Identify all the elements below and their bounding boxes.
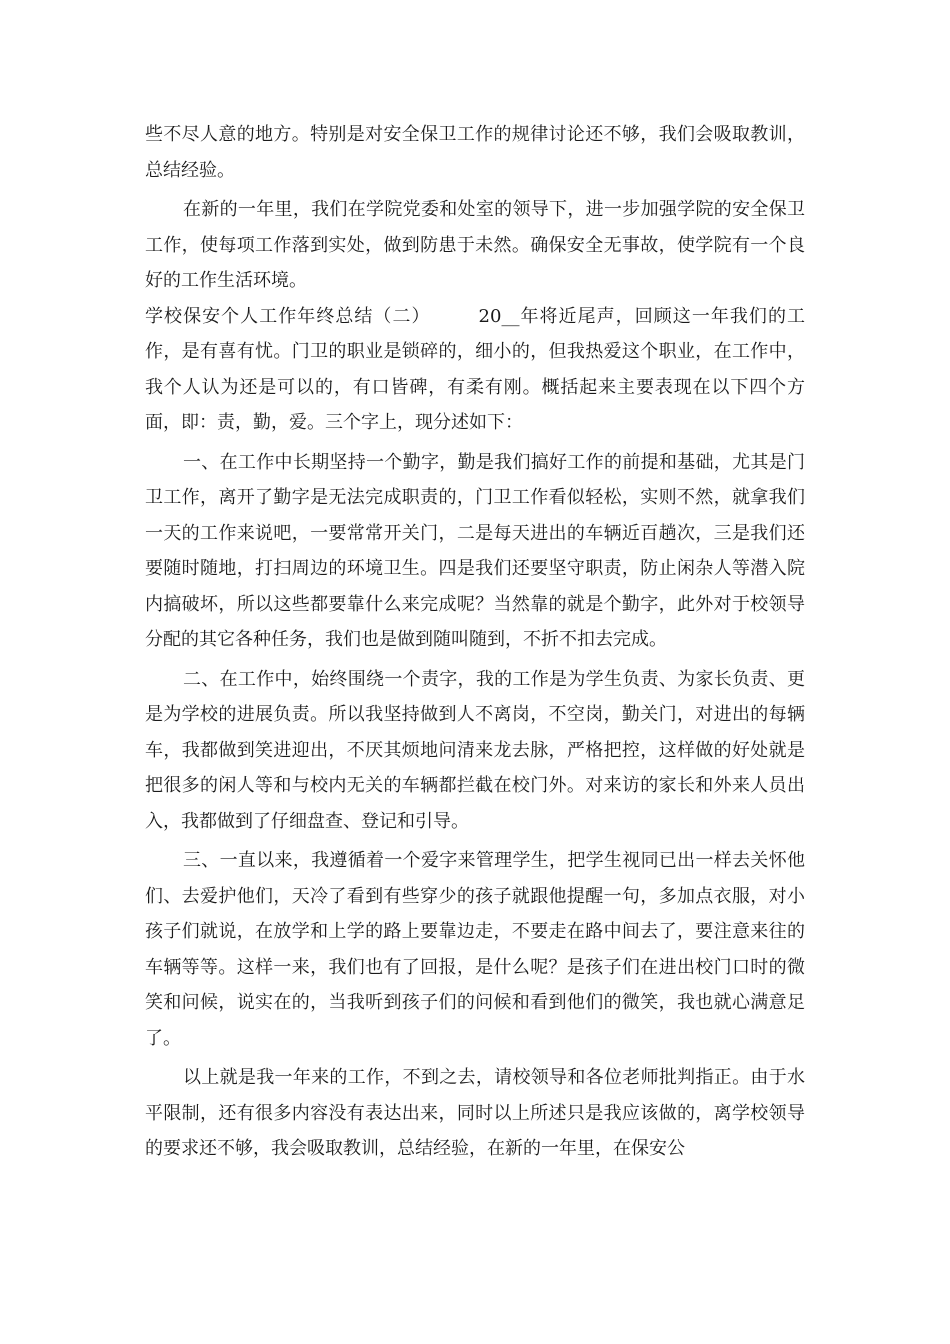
section-title: 学校保安个人工作年终总结（二） [145,305,431,327]
paragraph-conclusion: 以上就是我一年来的工作，不到之去，请校领导和各位老师批判指正。由于水平限制，还有很多内容没有表达出来，同时以上所述只是我应该做的，离学校领导的要求还不够，我会吸取教训，总结经验，在新的一年里，在保安公 [145,1067,805,1159]
paragraph-love: 三、一直以来，我遵循着一个爱字来管理学生，把学生视同已出一样去关怀他们、去爱护他们，天冷了看到有些穿少的孩子就跟他提醒一句，多加点衣服，对小孩子们就说，在放学和上学的路上要靠边走，不要走在路中间去了，要注意来往的车辆等等。这样一来，我们也有了回报，是什么呢？是孩子们在进出校门口时的微笑和问候，说实在的，当我听到孩子们的问候和看到他们的微笑，我也就心满意足了。 [145,850,805,1049]
document-body [145,117,805,1167]
paragraph-continuation: 些不尽人意的地方。特别是对安全保卫工作的规律讨论还不够，我们会吸取教训，总结经验。 [145,124,805,181]
paragraph-new-year: 在新的一年里，我们在学院党委和处室的领导下，进一步加强学院的安全保卫工作，使每项工作落到实处，做到防患于未然。确保安全无事故，使学院有一个良好的工作生活环境。 [145,199,805,291]
paragraph-responsibility: 二、在工作中，始终围绕一个责字，我的工作是为学生负责、为家长负责、更是为学校的进展负责。所以我坚持做到人不离岗，不空岗，勤关门，对进出的每辆车，我都做到笑进迎出，不厌其烦地问清来龙去脉，严格把控，这样做的好处就是把很多的闲人等和与校内无关的车辆都拦截在校门外。对来访的家长和外来人员出入，我都做到了仔细盘查、登记和引导。 [145,668,805,832]
paragraph-intro-text: 20__年将近尾声，回顾这一年我们的工作，是有喜有忧。门卫的职业是锁碎的，细小的，但我热爱这个职业，在工作中，我个人认为还是可以的，有口皆碑，有柔有刚。概括起来主要表现在以下四个方面，即：责，勤，爱。三个字上，现分述如下： [145,305,805,433]
paragraph-diligence: 一、在工作中长期坚持一个勤字，勤是我们搞好工作的前提和基础，尤其是门卫工作，离开了勤字是无法完成职责的，门卫工作看似轻松，实则不然，就拿我们一天的工作来说吧，一要常常开关门，二是每天进出的车辆近百趟次，三是我们还要随时随地，打扫周边的环境卫生。四是我们还要坚守职责，防止闲杂人等潜入院内搞破坏，所以这些都要靠什么来完成呢？当然靠的就是个勤字，此外对于校领导分配的其它各种任务，我们也是做到随叫随到，不折不扣去完成。 [145,451,805,650]
paragraph-title-intro [145,299,805,441]
